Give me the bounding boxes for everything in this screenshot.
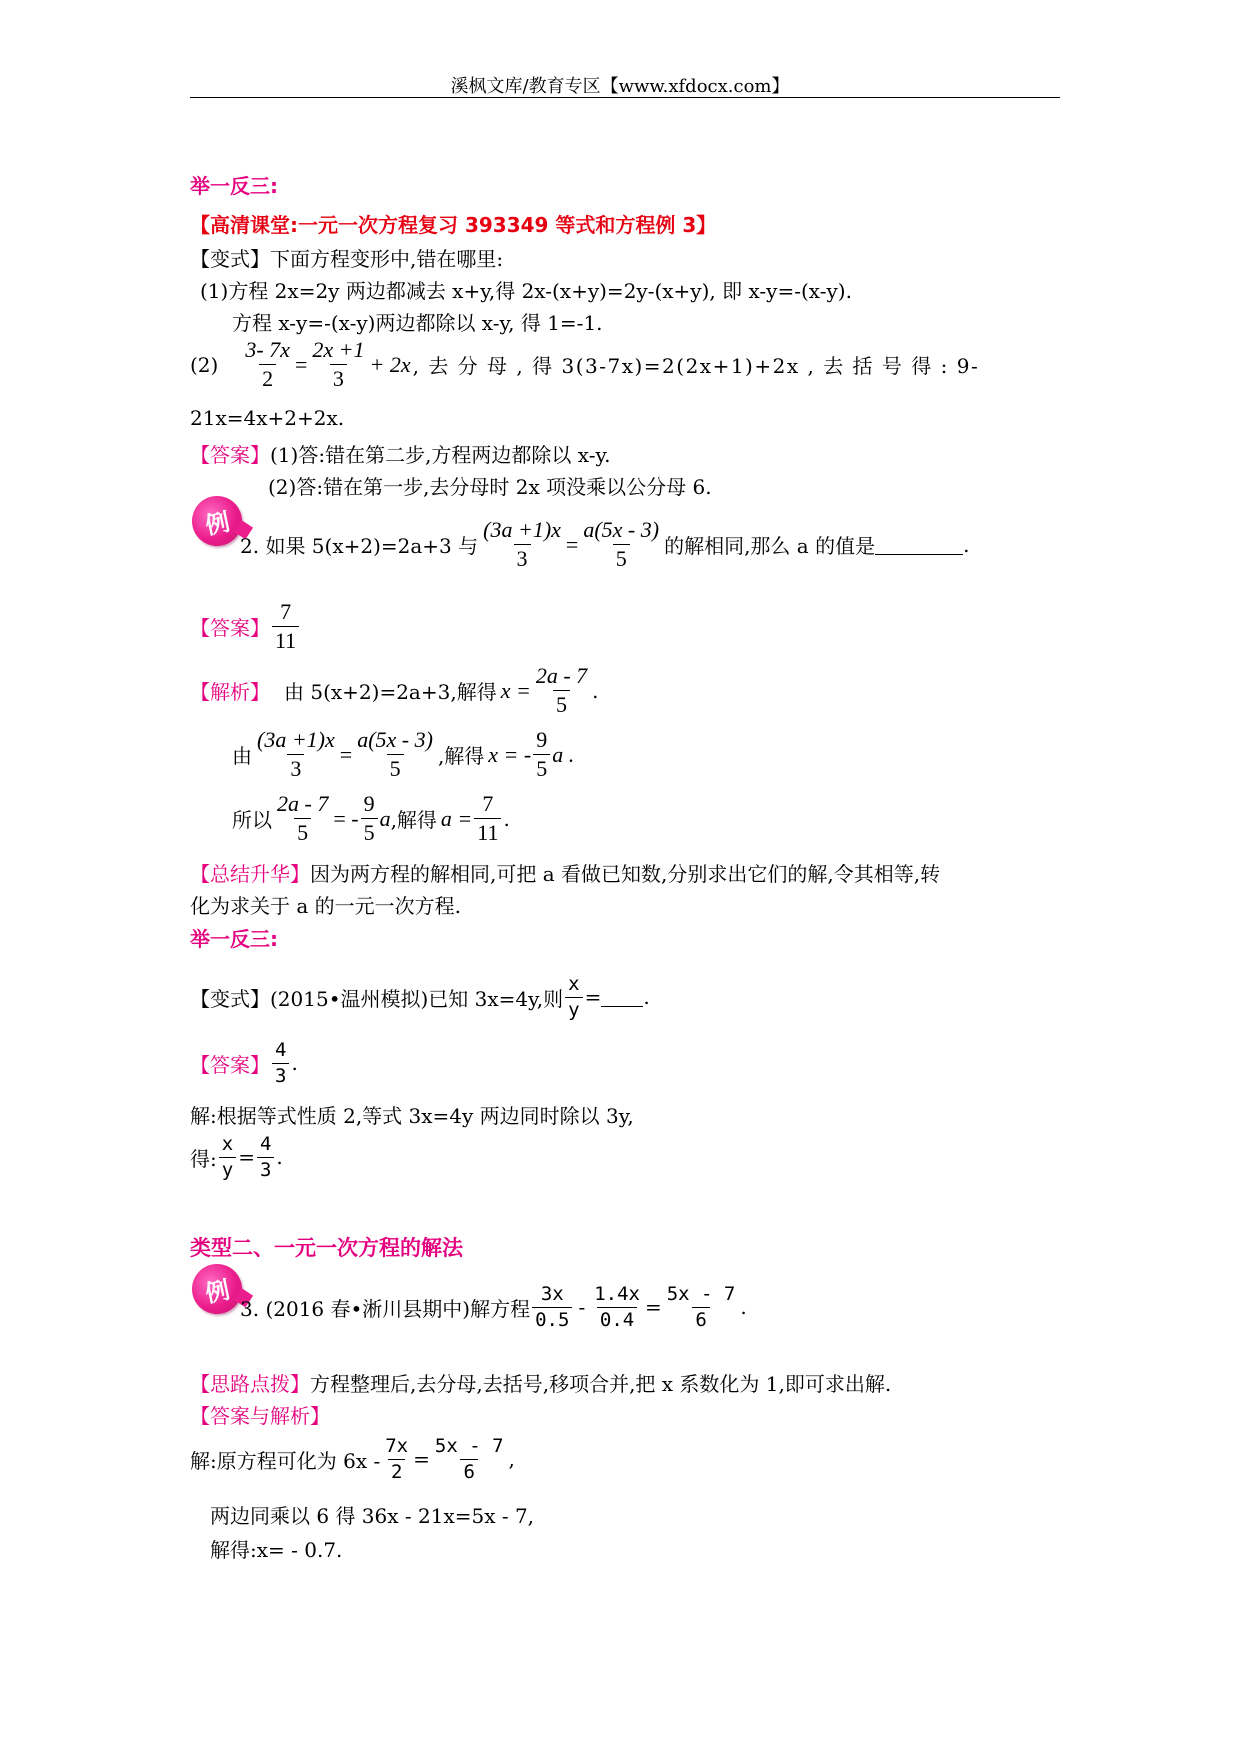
answer-line-2: (2)答:错在第一步,去分母时 2x 项没乘以公分母 6. (268, 475, 712, 499)
comma: , (508, 1447, 515, 1472)
period: . (291, 1051, 298, 1076)
variant-tag: 【变式】 (190, 247, 270, 271)
answer-blank (875, 534, 963, 555)
problem-2-label: (2) (190, 352, 219, 377)
fraction: $\frac{9}{5}$ (533, 728, 550, 781)
math-term: a (379, 805, 391, 831)
solution-line-1 (190, 1436, 515, 1483)
example-badge-icon: 例 (187, 1259, 246, 1318)
variant-text: (2015•温州模拟)已知 3x=4y,则 (270, 986, 564, 1011)
answer-tag: 【答案】 (190, 616, 270, 641)
hint-text: 方程整理后,去分母,去括号,移项合并,把 x 系数化为 1,即可求出解. (310, 1372, 892, 1396)
period: . (643, 985, 650, 1010)
fraction: $\frac{7}{11}$ (474, 792, 501, 845)
problem-2-line (190, 338, 979, 391)
variant-2-solution: 解:根据等式性质 2,等式 3x=4y 两边同时除以 3y, (190, 1104, 634, 1128)
math-term: x = (500, 677, 531, 703)
answer-line-1 (190, 439, 610, 468)
analysis-line-3 (232, 792, 510, 845)
answer-analysis-tag: 【答案与解析】 (190, 1404, 330, 1428)
period: . (503, 806, 510, 831)
equals-sign: = (238, 1145, 255, 1170)
equals-sign: = (565, 531, 579, 557)
math-term: + 2x (369, 351, 411, 377)
fraction: $\frac{3x}{0.5}$ (532, 1284, 572, 1331)
summary-text: 因为两方程的解相同,可把 a 看做已知数,分别求出它们的解,令其相等,转 (310, 862, 941, 886)
summary-tag: 【总结升华】 (190, 862, 310, 886)
fraction: $\frac{a(5x - 3)}{5}$ (583, 517, 660, 572)
fraction: $\frac{a(5x - 3)}{5}$ (357, 727, 433, 782)
fraction: $\frac{5x - 7}{6}$ (666, 1283, 736, 1331)
period: . (592, 678, 599, 703)
example-badge-icon: 例 (187, 491, 246, 550)
fraction: $\frac{(3a +1)x}{3}$ (483, 517, 561, 572)
fraction: $\frac{4}{3}$ (257, 1134, 274, 1181)
analysis-text: ,解得 (390, 808, 437, 833)
equals-sign: = (413, 1447, 430, 1472)
equals-sign: = (294, 351, 308, 377)
fraction: $\frac{7}{11}$ (272, 600, 299, 653)
math-term: x = - (488, 741, 532, 767)
answer-tag: 【答案】 (190, 1052, 270, 1077)
variant-text: 下面方程变形中,错在哪里: (270, 247, 504, 271)
type-2-heading: 类型二、一元一次方程的解法 (190, 1236, 463, 1260)
analysis-line-2 (232, 728, 574, 781)
fraction: $\frac{2a - 7}{5}$ (535, 663, 588, 718)
answer-blank (601, 988, 643, 1007)
analysis-line-1 (190, 664, 599, 717)
period: . (276, 1145, 283, 1170)
fraction: $\frac{4}{3}$ (272, 1040, 289, 1087)
fraction: $\frac{7x}{2}$ (385, 1435, 409, 1483)
solution-line-3: 解得:x= - 0.7. (210, 1538, 343, 1562)
hint-line (190, 1368, 891, 1397)
section-heading: 举一反三: (190, 927, 278, 951)
analysis-text: ,解得 (437, 744, 485, 769)
example-2-answer (190, 600, 301, 653)
analysis-text: 所以 (232, 808, 272, 833)
fraction: $\frac{3- 7x}{2}$ (245, 337, 290, 392)
answer-tag: 【答案】 (190, 443, 270, 467)
fraction: $\frac{x}{y}$ (219, 1134, 236, 1181)
summary-line-1 (190, 858, 940, 887)
variant-2-result (190, 1134, 283, 1181)
problem-1-line-a: (1)方程 2x=2y 两边都减去 x+y,得 2x-(x+y)=2y-(x+y), 即 x-y=-(x-y). (200, 279, 852, 303)
variant-2-line (190, 974, 650, 1021)
problem-1-line-b: 方程 x-y=-(x-y)两边都除以 x-y, 得 1=-1. (232, 311, 603, 335)
analysis-text: 由 (232, 744, 252, 769)
question-text: 的解相同,那么 a 的值是 (664, 534, 876, 559)
variant-line (190, 243, 503, 272)
period: . (963, 532, 970, 557)
equals-sign: = (339, 741, 353, 767)
equals-sign: = (584, 985, 602, 1010)
variant-2-answer (190, 1040, 298, 1087)
question-text: 2. 如果 5(x+2)=2a+3 与 (240, 534, 479, 559)
fraction: $\frac{1.4x}{0.4}$ (594, 1283, 640, 1331)
solution-text: 解:原方程可化为 6x - (190, 1448, 381, 1473)
lesson-link[interactable]: 【高清课堂:一元一次方程复习 393349 等式和方程例 3】 (190, 213, 717, 237)
fraction: $\frac{2a - 7}{5}$ (277, 791, 329, 846)
problem-2-text: , 去 分 母 , 得 3(3-7x)=2(2x+1)+2x , 去 括 号 得 : 9- (412, 354, 980, 379)
example-3-question (240, 1284, 747, 1331)
header-rule (190, 97, 1060, 98)
math-term: a = (440, 805, 473, 831)
page-header: 溪枫文库/教育专区【www.xfdocx.com】 (450, 76, 790, 97)
math-term: a . (552, 741, 575, 767)
period: . (740, 1295, 747, 1320)
problem-2-continued: 21x=4x+2+2x. (190, 406, 345, 430)
fraction: $\frac{(3a +1)x}{3}$ (257, 727, 335, 782)
fraction: $\frac{x}{y}$ (565, 974, 582, 1021)
fraction: $\frac{2x +1}{3}$ (312, 337, 365, 392)
solution-line-2: 两边同乘以 6 得 36x - 21x=5x - 7, (210, 1504, 535, 1528)
analysis-tag: 【解析】 (190, 680, 270, 705)
answer-text: (1)答:错在第二步,方程两边都除以 x-y. (270, 443, 611, 467)
solution-text: 得: (190, 1146, 217, 1171)
section-heading: 举一反三: (190, 174, 278, 198)
math-term: = - (333, 805, 359, 831)
hint-tag: 【思路点拨】 (190, 1372, 310, 1396)
fraction: $\frac{5x - 7}{6}$ (434, 1435, 504, 1483)
minus-sign: - (578, 1295, 586, 1320)
summary-line-2: 化为求关于 a 的一元一次方程. (190, 894, 461, 918)
question-text: 3. (2016 春•淅川县期中)解方程 (240, 1296, 531, 1321)
example-2-question (240, 518, 969, 571)
variant-tag: 【变式】 (190, 986, 270, 1011)
fraction: $\frac{9}{5}$ (361, 792, 378, 845)
analysis-text: 由 5(x+2)=2a+3,解得 (284, 680, 497, 705)
equals-sign: = (644, 1295, 662, 1320)
